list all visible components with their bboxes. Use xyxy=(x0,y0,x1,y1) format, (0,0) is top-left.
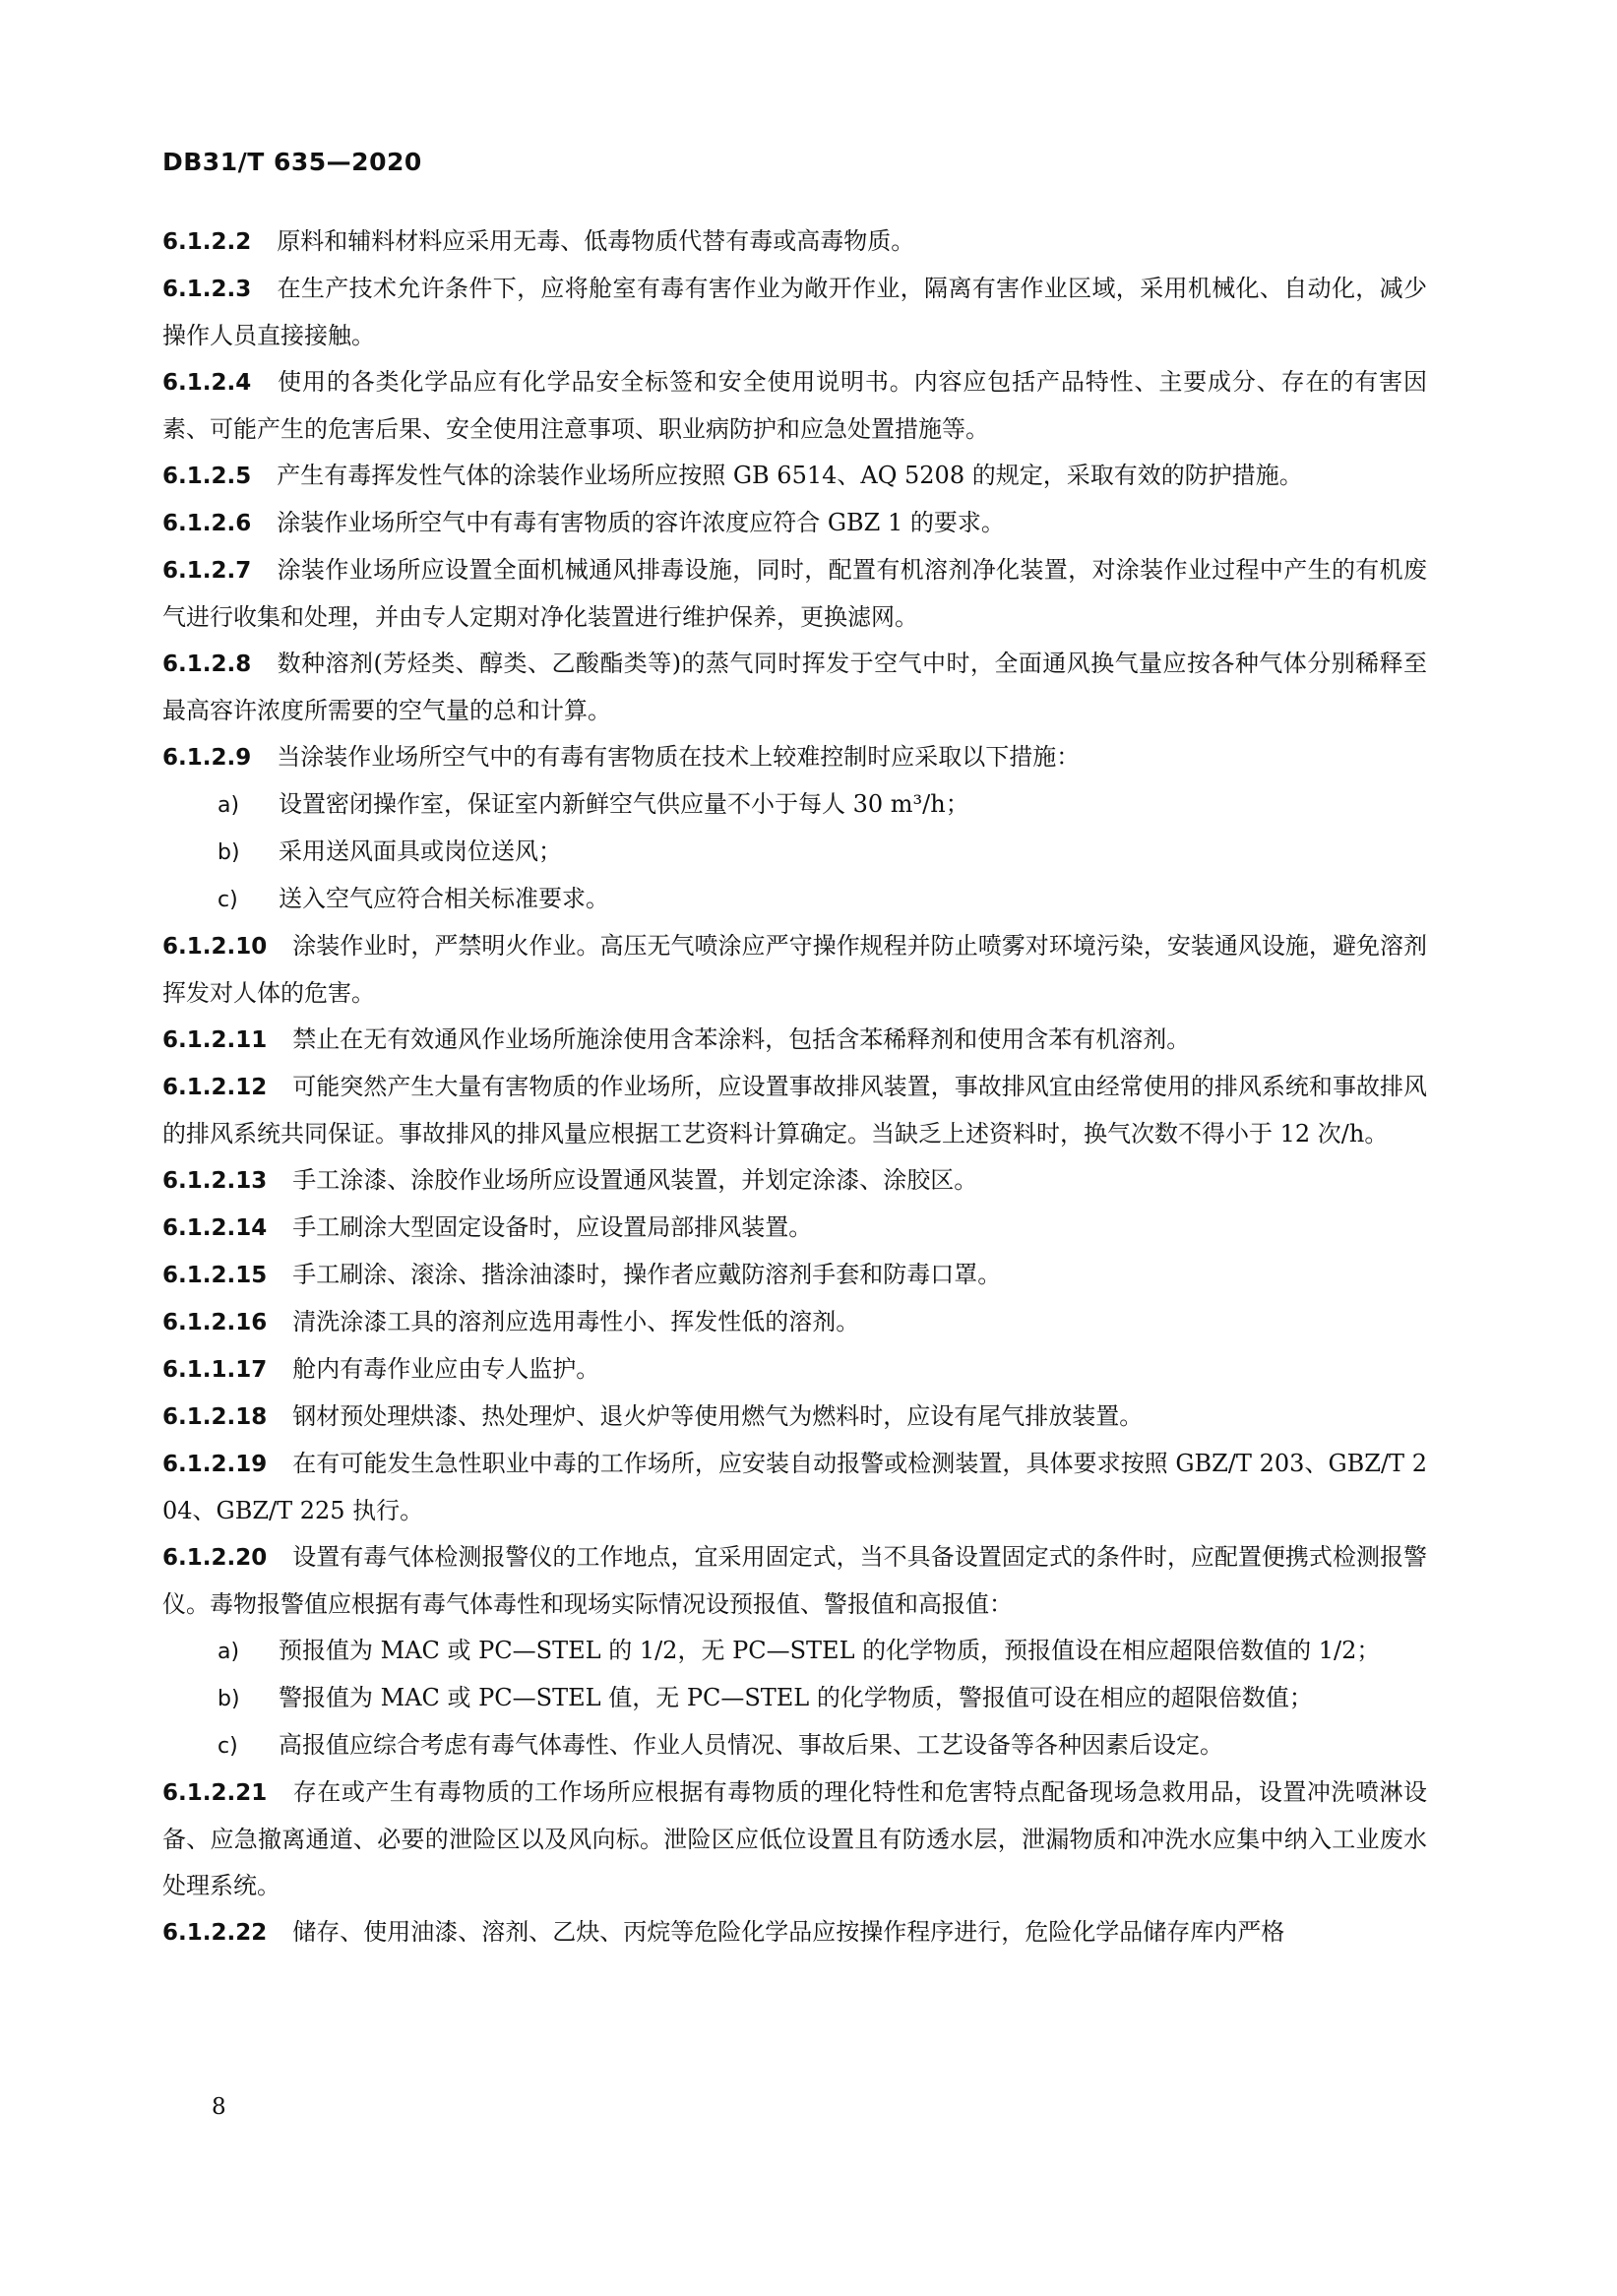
clause-paragraph xyxy=(162,1441,1427,1534)
clause-number: 6.1.2.16 xyxy=(162,1310,268,1335)
clause-text: 在生产技术允许条件下，应将舱室有毒有害作业为敞开作业，隔离有害作业区域，采用机械化、自动化，减少操作人员直接接触。 xyxy=(162,275,1427,349)
page-number: 8 xyxy=(212,2094,226,2120)
clause-number: 6.1.2.20 xyxy=(162,1545,268,1571)
clause-text: 存在或产生有毒物质的工作场所应根据有毒物质的理化特性和危害特点配备现场急救用品，设置冲洗喷淋设备、应急撤离通道、必要的泄险区以及风向标。泄险区应低位设置且有防透水层，泄漏物质和冲洗水应集中纳入工业废水处理系统。 xyxy=(162,1778,1427,1899)
clause-text: 涂装作业场所应设置全面机械通风排毒设施，同时，配置有机溶剂净化装置，对涂装作业过程中产生的有机废气进行收集和处理，并由专人定期对净化装置进行维护保养，更换滤网。 xyxy=(162,556,1427,631)
clause-text: 可能突然产生大量有害物质的作业场所，应设置事故排风装置，事故排风宜由经常使用的排风系统和事故排风的排风系统共同保证。事故排风的排风量应根据工艺资料计算确定。当缺乏上述资料时，换气次数不得小于 12 次/h。 xyxy=(162,1073,1427,1148)
clause-paragraph xyxy=(162,1346,1427,1394)
list-item xyxy=(162,876,1427,923)
clause-number: 6.1.2.6 xyxy=(162,511,252,536)
list-item-text: 采用送风面具或岗位送风； xyxy=(279,838,562,865)
document-body xyxy=(162,218,1427,1956)
list-item-text: 警报值为 MAC 或 PC—STEL 值，无 PC—STEL 的化学物质，警报值可设在相应的超限倍数值； xyxy=(279,1684,1313,1711)
list-item xyxy=(162,1722,1427,1769)
clause-number: 6.1.2.8 xyxy=(162,652,252,677)
clause-paragraph xyxy=(162,734,1427,781)
clause-paragraph xyxy=(162,1064,1427,1157)
clause-paragraph xyxy=(162,1534,1427,1628)
clause-text: 数种溶剂(芳烃类、醇类、乙酸酯类等)的蒸气同时挥发于空气中时，全面通风换气量应按各种气体分别稀释至最高容许浓度所需要的空气量的总和计算。 xyxy=(162,650,1427,724)
clause-text: 禁止在无有效通风作业场所施涂使用含苯涂料，包括含苯稀释剂和使用含苯有机溶剂。 xyxy=(292,1025,1191,1053)
list-item xyxy=(162,1628,1427,1675)
clause-paragraph xyxy=(162,923,1427,1017)
clause-text: 当涂装作业场所空气中的有毒有害物质在技术上较难控制时应采取以下措施： xyxy=(277,743,1081,771)
clause-text: 设置有毒气体检测报警仪的工作地点，宜采用固定式，当不具备设置固定式的条件时，应配置便携式检测报警仪。毒物报警值应根据有毒气体毒性和现场实际情况设预报值、警报值和高报值： xyxy=(162,1543,1427,1618)
clause-paragraph xyxy=(162,1909,1427,1956)
clause-number: 6.1.2.13 xyxy=(162,1168,268,1194)
list-item xyxy=(162,781,1427,829)
clause-number: 6.1.2.12 xyxy=(162,1075,268,1100)
clause-text: 储存、使用油漆、溶剂、乙炔、丙烷等危险化学品应按操作程序进行，危险化学品储存库内严格 xyxy=(292,1918,1285,1946)
clause-paragraph xyxy=(162,1299,1427,1346)
clause-text: 钢材预处理烘漆、热处理炉、退火炉等使用燃气为燃料时，应设有尾气排放装置。 xyxy=(292,1402,1144,1430)
clause-paragraph xyxy=(162,1769,1427,1909)
list-item-label: c) xyxy=(218,1734,238,1759)
list-item-text: 预报值为 MAC 或 PC—STEL 的 1/2，无 PC—STEL 的化学物质，预报值设在相应超限倍数值的 1/2； xyxy=(279,1637,1381,1664)
clause-number: 6.1.2.4 xyxy=(162,370,252,396)
clause-paragraph xyxy=(162,218,1427,266)
list-item-label: c) xyxy=(218,888,238,912)
clause-number: 6.1.2.7 xyxy=(162,558,252,584)
clause-paragraph xyxy=(162,453,1427,500)
list-item xyxy=(162,1675,1427,1722)
clause-text: 手工刷涂、滚涂、揩涂油漆时，操作者应戴防溶剂手套和防毒口罩。 xyxy=(292,1261,1002,1288)
document-id-header: DB31/T 635—2020 xyxy=(162,148,422,176)
clause-number: 6.1.2.19 xyxy=(162,1452,268,1477)
clause-number: 6.1.2.11 xyxy=(162,1027,268,1053)
clause-paragraph xyxy=(162,266,1427,359)
clause-number: 6.1.2.18 xyxy=(162,1404,268,1430)
clause-number: 6.1.2.9 xyxy=(162,745,252,771)
list-item-label: b) xyxy=(218,840,240,865)
clause-number: 6.1.1.17 xyxy=(162,1357,268,1383)
clause-number: 6.1.2.22 xyxy=(162,1920,268,1946)
clause-text: 清洗涂漆工具的溶剂应选用毒性小、挥发性低的溶剂。 xyxy=(292,1308,860,1335)
clause-text: 在有可能发生急性职业中毒的工作场所，应安装自动报警或检测装置，具体要求按照 GBZ/T 203、GBZ/T 204、GBZ/T 225 执行。 xyxy=(162,1450,1427,1524)
clause-paragraph xyxy=(162,1252,1427,1299)
list-item xyxy=(162,829,1427,876)
clause-paragraph xyxy=(162,547,1427,641)
clause-number: 6.1.2.14 xyxy=(162,1215,268,1241)
clause-number: 6.1.2.5 xyxy=(162,464,252,489)
clause-paragraph xyxy=(162,500,1427,547)
clause-paragraph xyxy=(162,1157,1427,1205)
clause-text: 手工涂漆、涂胶作业场所应设置通风装置，并划定涂漆、涂胶区。 xyxy=(292,1166,978,1194)
clause-text: 手工刷涂大型固定设备时，应设置局部排风装置。 xyxy=(292,1213,813,1241)
list-item-text: 设置密闭操作室，保证室内新鲜空气供应量不小于每人 30 m³/h； xyxy=(279,790,969,818)
clause-text: 原料和辅料材料应采用无毒、低毒物质代替有毒或高毒物质。 xyxy=(277,227,915,255)
clause-paragraph xyxy=(162,1394,1427,1441)
clause-number: 6.1.2.15 xyxy=(162,1263,268,1288)
clause-text: 舱内有毒作业应由专人监护。 xyxy=(292,1355,600,1383)
clause-paragraph xyxy=(162,359,1427,453)
clause-text: 涂装作业时，严禁明火作业。高压无气喷涂应严守操作规程并防止喷雾对环境污染，安装通风设施，避免溶剂挥发对人体的危害。 xyxy=(162,932,1427,1007)
clause-text: 涂装作业场所空气中有毒有害物质的容许浓度应符合 GBZ 1 的要求。 xyxy=(277,509,1005,536)
clause-text: 产生有毒挥发性气体的涂装作业场所应按照 GB 6514、AQ 5208 的规定，采取有效的防护措施。 xyxy=(277,462,1303,489)
clause-text: 使用的各类化学品应有化学品安全标签和安全使用说明书。内容应包括产品特性、主要成分、存在的有害因素、可能产生的危害后果、安全使用注意事项、职业病防护和应急处置措施等。 xyxy=(162,368,1427,443)
clause-paragraph xyxy=(162,1205,1427,1252)
list-item-label: b) xyxy=(218,1687,240,1711)
clause-paragraph xyxy=(162,1017,1427,1064)
clause-number: 6.1.2.10 xyxy=(162,934,268,960)
list-item-label: a) xyxy=(218,793,240,818)
clause-number: 6.1.2.2 xyxy=(162,229,252,255)
list-item-label: a) xyxy=(218,1640,240,1664)
list-item-text: 高报值应综合考虑有毒气体毒性、作业人员情况、事故后果、工艺设备等各种因素后设定。 xyxy=(279,1731,1223,1759)
clause-paragraph xyxy=(162,641,1427,734)
list-item-text: 送入空气应符合相关标准要求。 xyxy=(279,885,609,912)
clause-number: 6.1.2.3 xyxy=(162,277,252,302)
clause-number: 6.1.2.21 xyxy=(162,1780,268,1806)
